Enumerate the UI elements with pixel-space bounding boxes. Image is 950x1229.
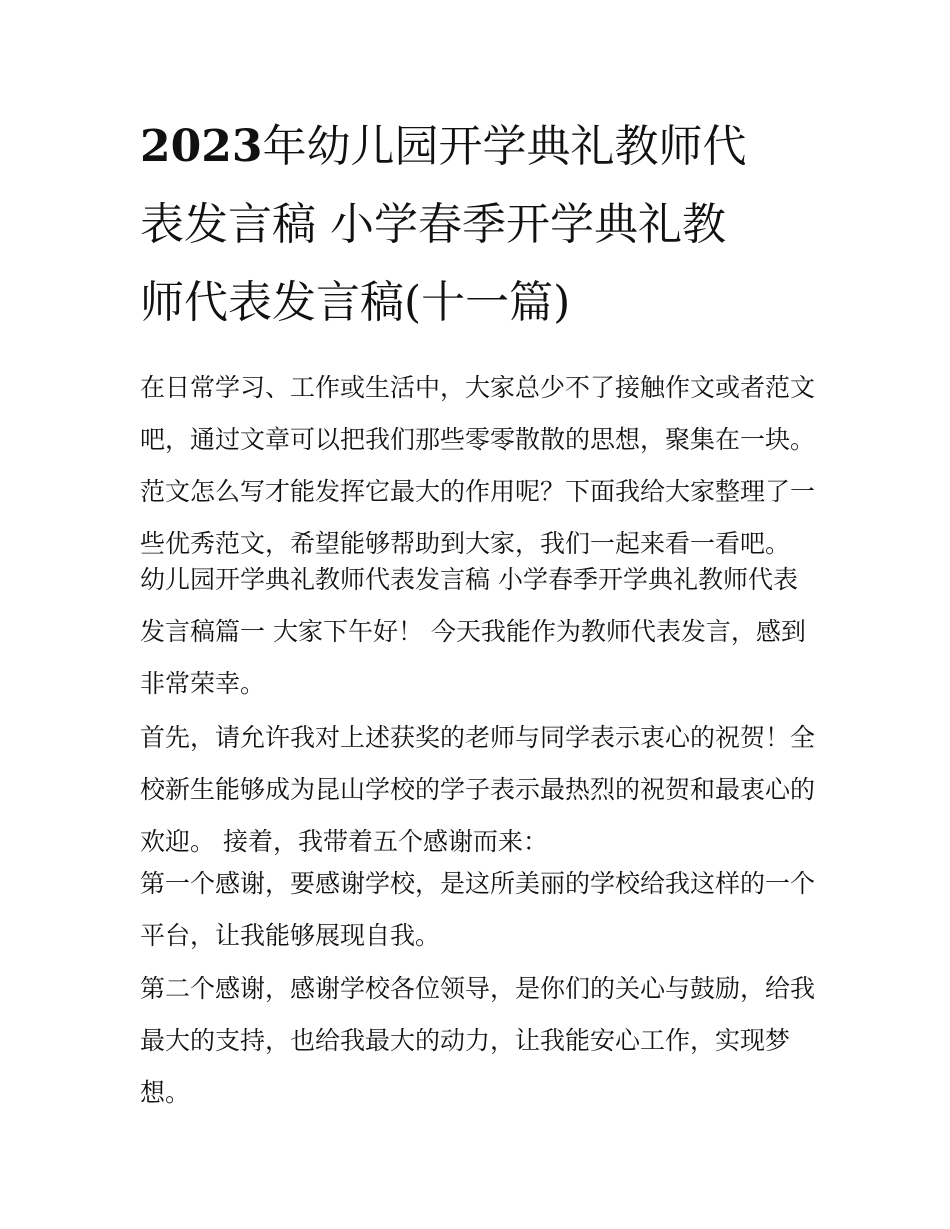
paragraph-first-thanks: 第一个感谢，要感谢学校，是这所美丽的学校给我这样的一个 平台，让我能够展现自我。 (140, 869, 816, 950)
paragraph-congratulations: 首先，请允许我对上述获奖的老师与同学表示衷心的祝贺！全 校新生能够成为昆山学校的学子表示最热烈的祝贺和最衷心的 欢迎。 接着，我带着五个感谢而来： (140, 723, 816, 856)
paragraph-intro: 在日常学习、工作或生活中，大家总少不了接触作文或者范文 吧，通过文章可以把我们那些零零散散的思想，聚集在一块。 范文怎么写才能发挥它最大的作用呢？下面我给大家整理了一 些优秀范文，希望能够帮助到大家，我们一起来看一看吧。 (140, 373, 816, 558)
paragraph-second-thanks: 第二个感谢，感谢学校各位领导，是你们的关心与鼓励，给我 最大的支持，也给我最大的动力，让我能安心工作，实现梦 想。 (140, 974, 816, 1107)
paragraph-speech-opening: 幼儿园开学典礼教师代表发言稿 小学春季开学典礼教师代表 发言稿篇一 大家下午好！ 今天我能作为教师代表发言，感到 非常荣幸。 (140, 565, 806, 698)
document-title (140, 108, 820, 342)
title-year: 2023 (140, 121, 263, 172)
title-text: 年幼儿园开学典礼教师代 表发言稿 小学春季开学典礼教 师代表发言稿(十一篇) (140, 121, 747, 328)
